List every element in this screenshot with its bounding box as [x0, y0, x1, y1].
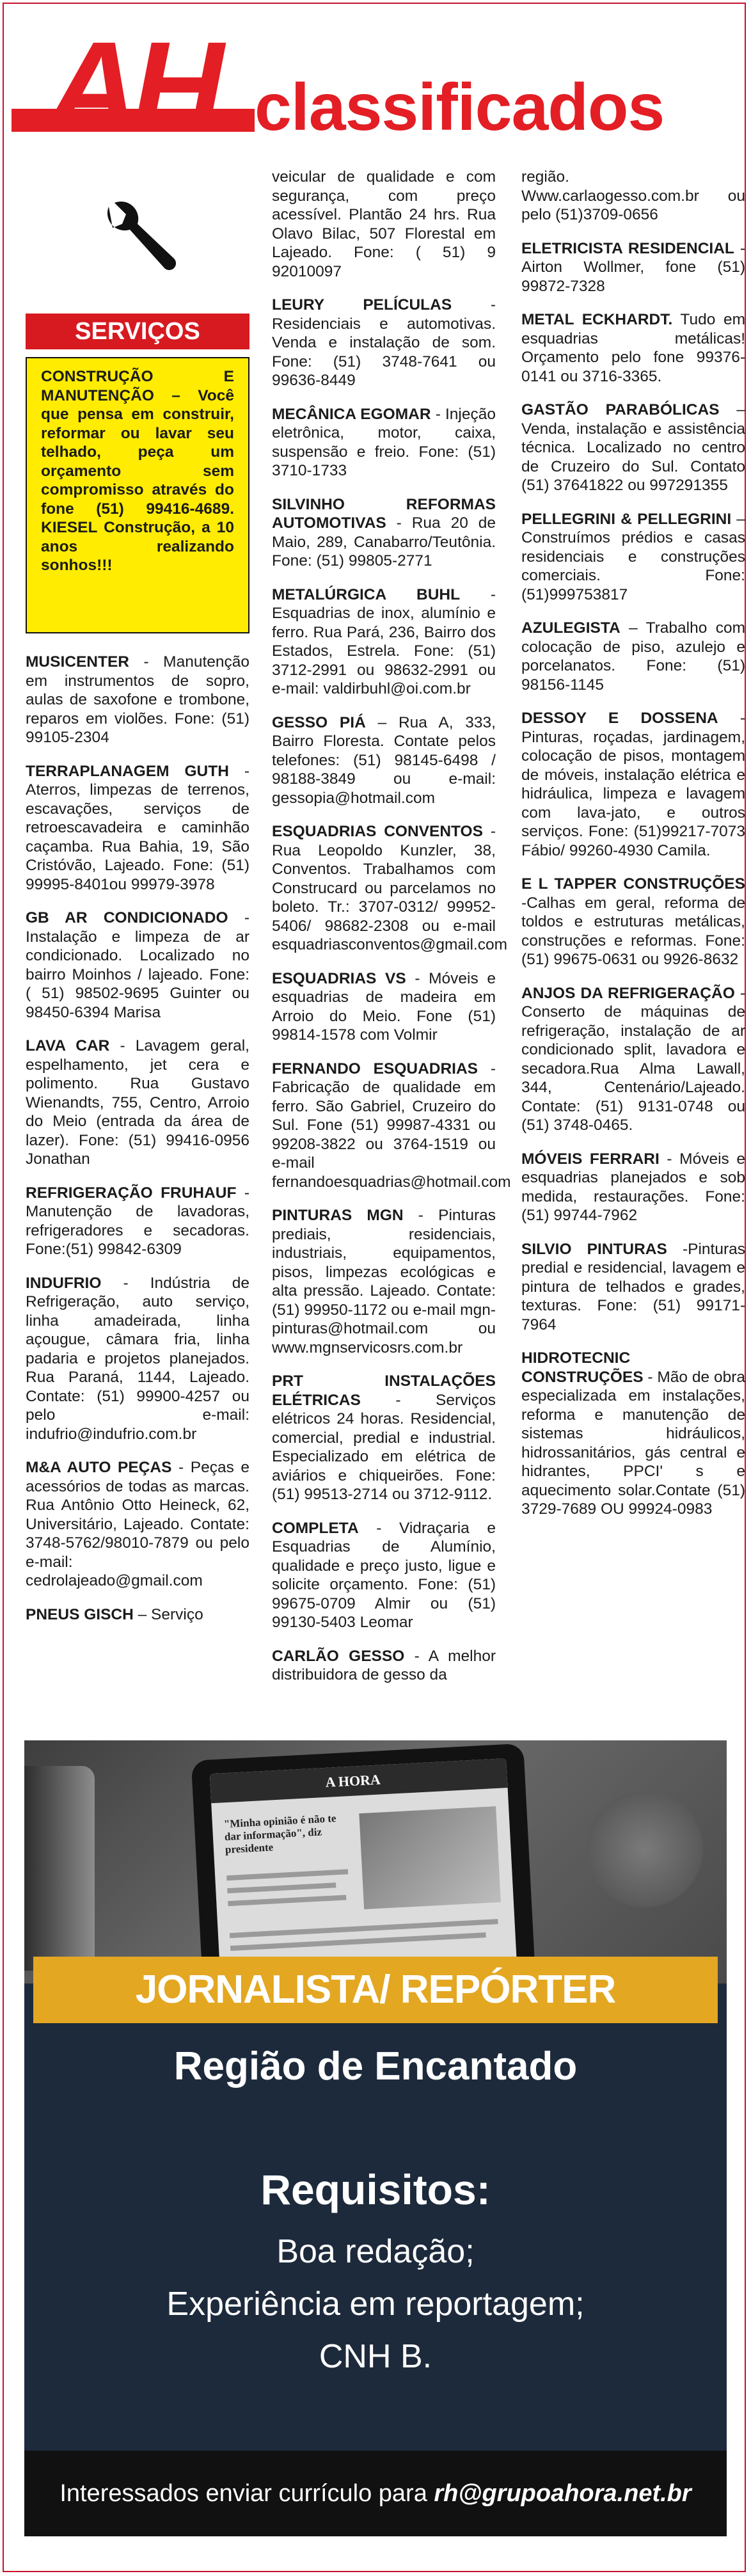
classified-item: [521, 1240, 745, 1335]
coffee-cup-image: [581, 1779, 709, 1920]
classified-title: PELLEGRINI & PELLEGRINI: [521, 510, 732, 528]
ad-requirement: CNH B.: [319, 2338, 432, 2375]
classified-title: GB AR CONDICIONADO: [26, 909, 228, 926]
classified-body: – Construímos prédios e casas residenciais e construções comerciais. Fone: (51)999753817: [521, 510, 745, 603]
classified-body: - Móveis e esquadrias planejados e sob medida, restaurações. Fone: (51) 99744-7962: [521, 1150, 745, 1224]
classified-item: [521, 239, 745, 296]
classified-title: PNEUS GISCH: [26, 1605, 134, 1623]
classified-body: - Vidraçaria e Esquadrias de Alumínio, qualidade e preço justo, ligue e solicite orçamento. Fone: (51) 99675-0709 Almir ou (51) 99130-5403 Leomar: [272, 1519, 496, 1631]
classified-title: METAL ECKHARDT.: [521, 311, 673, 328]
masthead-word: classificados: [255, 70, 665, 145]
tablet-screen: [210, 1758, 517, 1982]
classified-title: FERNANDO ESQUADRIAS: [272, 1060, 478, 1077]
classified-item: [521, 1150, 745, 1225]
classified-item: [521, 510, 745, 605]
ad-footer: [24, 2451, 727, 2536]
classified-title: METALÚRGICA BUHL: [272, 585, 461, 603]
ad-job-title: JORNALISTA/ REPÓRTER: [33, 1957, 718, 2023]
ad-requirement: Boa redação;: [276, 2233, 475, 2270]
classified-body: - Airton Wollmer, fone (51) 99872-7328: [521, 239, 745, 295]
classified-body: - Móveis e esquadrias de madeira em Arroio do Meio. Fone (51) 99814-1578 com Volmir: [272, 969, 496, 1044]
classified-title: ELETRICISTA RESIDENCIAL: [521, 239, 734, 257]
classified-body: - Aterros, limpezas de terrenos, escavações, serviços de retroescavadeira e caminhão caçamba. Rua Bahia, 19, São Cristóvão, Lajeado. Fone: (51) 99995-8401ou 99979-3978: [26, 762, 249, 893]
classified-item: [272, 1647, 496, 1685]
classified-item: [521, 875, 745, 969]
ad-region: Região de Encantado: [173, 2044, 578, 2088]
classified-title: DESSOY E DOSSENA: [521, 710, 718, 727]
column-1: [26, 173, 249, 1639]
promo-box: CONSTRUÇÃO E MANUTENÇÃO – Você que pensa em construir, reformar ou lavar seu telhado, peça um orçamento sem compromisso através do fone (51) 99416-4689. KIESEL Construção, a 10 anos realizando sonhos!!!: [26, 357, 249, 633]
classified-item: [26, 1274, 249, 1444]
classified-title: COMPLETA: [272, 1519, 359, 1537]
wrench-icon: [26, 173, 249, 314]
classified-body: região. Www.carlaogesso.com.br ou pelo (51)3709-0656: [521, 168, 745, 223]
classified-title: SILVINHO REFORMAS AUTOMOTIVAS: [272, 495, 496, 532]
classified-title: MECÂNICA EGOMAR: [272, 405, 431, 423]
classified-title: MUSICENTER: [26, 653, 129, 671]
classified-body: Tudo em esquadrias metálicas! Orçamento pelo fone 99376-0141 ou 3716-3365.: [521, 311, 745, 385]
ad-requirement: Experiência em reportagem;: [166, 2286, 585, 2323]
classified-body: -Pinturas, roçadas, jardinagem, colocação de pisos, montagem de móveis, instalação elétrica e hidráulica, limpeza e lavagem com lava-jato, e outros serviços. Fone: (51)99217-7073 Fábio/ 99260-4930 Camila.: [521, 710, 745, 859]
classified-body: – Trabalho com colocação de piso, azulejo e porcelanatos. Fone: (51) 98156-1145: [521, 619, 745, 694]
classified-item: [272, 1060, 511, 1192]
classified-title: PINTURAS MGN: [272, 1207, 404, 1224]
laptop-image: [24, 1766, 95, 1971]
classified-title: GASTÃO PARABÓLICAS: [521, 401, 720, 418]
classified-item: [272, 1372, 496, 1504]
classified-body: -Pinturas predial e residencial, lavagem e pintura de telhados e grades, texturas. Fone: (51) 99171-7964: [521, 1240, 745, 1333]
classified-item: [26, 1184, 249, 1259]
tablet-text-line: [227, 1882, 336, 1893]
classified-item: [521, 310, 745, 386]
classified-title: M&A AUTO PEÇAS: [26, 1459, 172, 1476]
classified-item: [26, 909, 249, 1022]
classified-body: - Mão de obra especializada em instalações, reforma e manutenção de sistemas hidráulicos, hidrossanitários, gás central e hidrantes, PPCI' s e aquecimento solar.Contate (51) 3729-7689 OU 99924-0983: [521, 1368, 745, 1518]
classified-item: [272, 969, 496, 1045]
job-ad: [24, 1740, 727, 2536]
ad-footer-text: Interessados enviar currículo para: [59, 2480, 434, 2507]
classified-title: LEURY PELÍCULAS: [272, 296, 452, 314]
tablet-photo: [359, 1806, 501, 1909]
classified-title: E L TAPPER CONSTRUÇÕES: [521, 875, 745, 893]
tablet-text-line: [228, 1895, 346, 1906]
column-3: [521, 168, 745, 1534]
classified-item: [272, 713, 496, 808]
classified-body: -Calhas em geral, reforma de toldos e estruturas metálicas, construções e reformas. Fone: (51) 99675-0631 ou 9926-8632: [521, 894, 745, 968]
classified-item: [272, 822, 508, 955]
classified-body: -Rua Leopoldo Kunzler, 38, Conventos. Trabalhamos com Construcard ou parcelamos no boleto. Tr.: 3707-0312/ 99952-5406/ 98682-2308 ou e-mail esquadriasconventos@gmail.com: [272, 823, 508, 953]
classified-title: CARLÃO GESSO: [272, 1647, 405, 1665]
classified-body: - Lavagem geral, espelhamento, jet cera e polimento. Rua Gustavo Wienandts, 755, Centro, Arroio do Meio (entrada da área de lazer). Fone: (51) 99416-0956 Jonathan: [26, 1037, 249, 1168]
classified-item: [272, 585, 496, 699]
classified-item: [521, 1349, 745, 1519]
classified-body: - Instalação e limpeza de ar condicionado. Localizado no bairro Moinhos / lajeado. Fone: ( 51) 98502-9695 Guinter ou 98450-6394 Marisa: [26, 909, 249, 1021]
tablet-brand: A HORA: [210, 1758, 508, 1803]
classified-item: [26, 1605, 249, 1625]
classified-item: [272, 495, 496, 571]
classified-title: ESQUADRIAS VS: [272, 969, 406, 987]
classified-body: - Serviços elétricos 24 horas. Residencial, comercial, predial e industrial. Especializado em elétrica de aviários e chiqueirões. Fone: (51) 99513-2714 ou 3712-9112.: [272, 1391, 496, 1503]
classified-item: [521, 619, 745, 694]
classified-body: veicular de qualidade e com segurança, com preço acessível. Plantão 24 hrs. Rua Olavo Bilac, 507 Florestal em Lajeado. Fone: ( 51) 9 92010097: [272, 168, 496, 280]
classified-title: PRT INSTALAÇÕES ELÉTRICAS: [272, 1372, 496, 1409]
ad-footer-email: rh@grupoahora.net.br: [434, 2480, 692, 2507]
classified-item: [272, 1206, 496, 1357]
classified-body: – Rua A, 333, Bairro Floresta. Contate pelos telefones: (51) 98145-6498 / 98188-3849 ou e-mail: gessopia@hotmail.com: [272, 713, 496, 807]
classified-title: AZULEGISTA: [521, 619, 621, 637]
classified-title: LAVA CAR: [26, 1037, 110, 1054]
classified-item: [272, 405, 496, 481]
classified-body: - Residenciais e automotivas. Venda e instalação de som. Fone: (51) 3748-7641 ou 99636-8449: [272, 296, 496, 389]
tablet-text-line: [226, 1869, 348, 1880]
classified-title: SILVIO PINTURAS: [521, 1240, 667, 1258]
classified-item: [26, 653, 249, 747]
classified-title: HIDROTECNIC CONSTRUÇÕES: [521, 1349, 644, 1386]
classified-body: – Venda, instalação e assistência técnica. Localizado no centro de Cruzeiro do Sul. Contato (51) 37641822 ou 997291355: [521, 401, 746, 494]
classified-item: [521, 168, 745, 225]
classified-body: - Manutenção em instrumentos de sopro, aulas de saxofone e trombone, reparos em violões. Fone: (51) 99105-2304: [26, 653, 250, 746]
classified-title: TERRAPLANAGEM GUTH: [26, 762, 229, 780]
classified-body: - Injeção eletrônica, motor, caixa, suspensão e freio. Fone: (51) 3710-1733: [272, 405, 496, 479]
tablet-headline: "Minha opinião é não te dar informação", diz presidente: [223, 1812, 336, 1856]
classified-body: – Serviço: [138, 1605, 203, 1623]
classified-body: - Rua 20 de Maio, 289, Canabarro/Teutônia. Fone: (51) 99805-2771: [272, 514, 496, 569]
classified-body: - Indústria de Refrigeração, auto serviço, linha amadeirada, linha açougue, câmara fria, linha padaria e projetos planejados. Rua Paraná, 1144, Lajeado. Contate: (51) 99900-4257 ou pelo e-mail: indufrio@indufrio.com.br: [26, 1274, 249, 1443]
classified-item: [521, 984, 745, 1135]
masthead-brand: AH: [47, 15, 217, 157]
classified-title: ESQUADRIAS CONVENTOS: [272, 823, 483, 840]
classified-body: -Conserto de máquinas de refrigeração, instalação de ar condicionado split, lavadora e secadora.Rua Alma Lawall, 344, Centenário/Lajeado. Contate: (51) 9131-0748 ou (51) 3748-0465.: [521, 984, 745, 1134]
classified-title: ANJOS DA REFRIGERAÇÃO: [521, 984, 735, 1002]
classified-title: INDUFRIO: [26, 1274, 102, 1292]
classified-title: GESSO PIÁ: [272, 713, 366, 731]
classified-item: [26, 1458, 249, 1591]
section-title: SERVIÇOS: [26, 314, 249, 349]
classified-body: - Manutenção de lavadoras, refrigeradores e secadoras. Fone:(51) 99842-6309: [26, 1184, 250, 1258]
ad-photo: [24, 1740, 727, 1984]
classified-body: - A melhor distribuidora de gesso da: [272, 1647, 496, 1683]
masthead: [12, 15, 741, 157]
classified-body: - Esquadrias de inox, alumínio e ferro. Rua Pará, 236, Bairro dos Estados, Estrela. Fone: (51) 3712-2991 ou 98632-2991 ou e-mail: valdirbuhl@oi.com.br: [272, 585, 496, 697]
classified-title: MÓVEIS FERRARI: [521, 1150, 660, 1168]
col1-listings: [26, 653, 249, 1624]
classified-title: REFRIGERAÇÃO FRUHAUF: [26, 1184, 237, 1202]
classified-body: - Pinturas prediais, residenciais, industriais, equipamentos, pisos, limpezas ecológicas e alta pressão. Lajeado. Contate: (51) 99950-1172 ou e-mail mgn-pinturas@hotmail.com ou www.mgnservicosrs.com.br: [272, 1207, 496, 1356]
column-2: [272, 168, 511, 1699]
classified-item: [521, 401, 745, 495]
classified-item: [272, 1519, 496, 1632]
classified-item: [272, 296, 496, 390]
classified-item: [26, 762, 249, 894]
classified-item: [521, 709, 745, 860]
ad-requirements-title: Requisitos:: [260, 2166, 491, 2213]
classified-item: [26, 1037, 249, 1169]
classified-body: - Peças e acessórios de todas as marcas. Rua Antônio Otto Heineck, 62, Universitário, Lajeado. Contate: 3748-5762/98010-7879 ou pelo e-mail: cedrolajeado@gmail.com: [26, 1459, 250, 1589]
classified-body: -Fabricação de qualidade em ferro. São Gabriel, Cruzeiro do Sul. Fone (51) 99987-4331 ou 99208-3822 ou 3764-1519 ou e-mail fernandoesquadrias@hotmail.com: [272, 1060, 511, 1191]
classified-item: [272, 168, 496, 281]
